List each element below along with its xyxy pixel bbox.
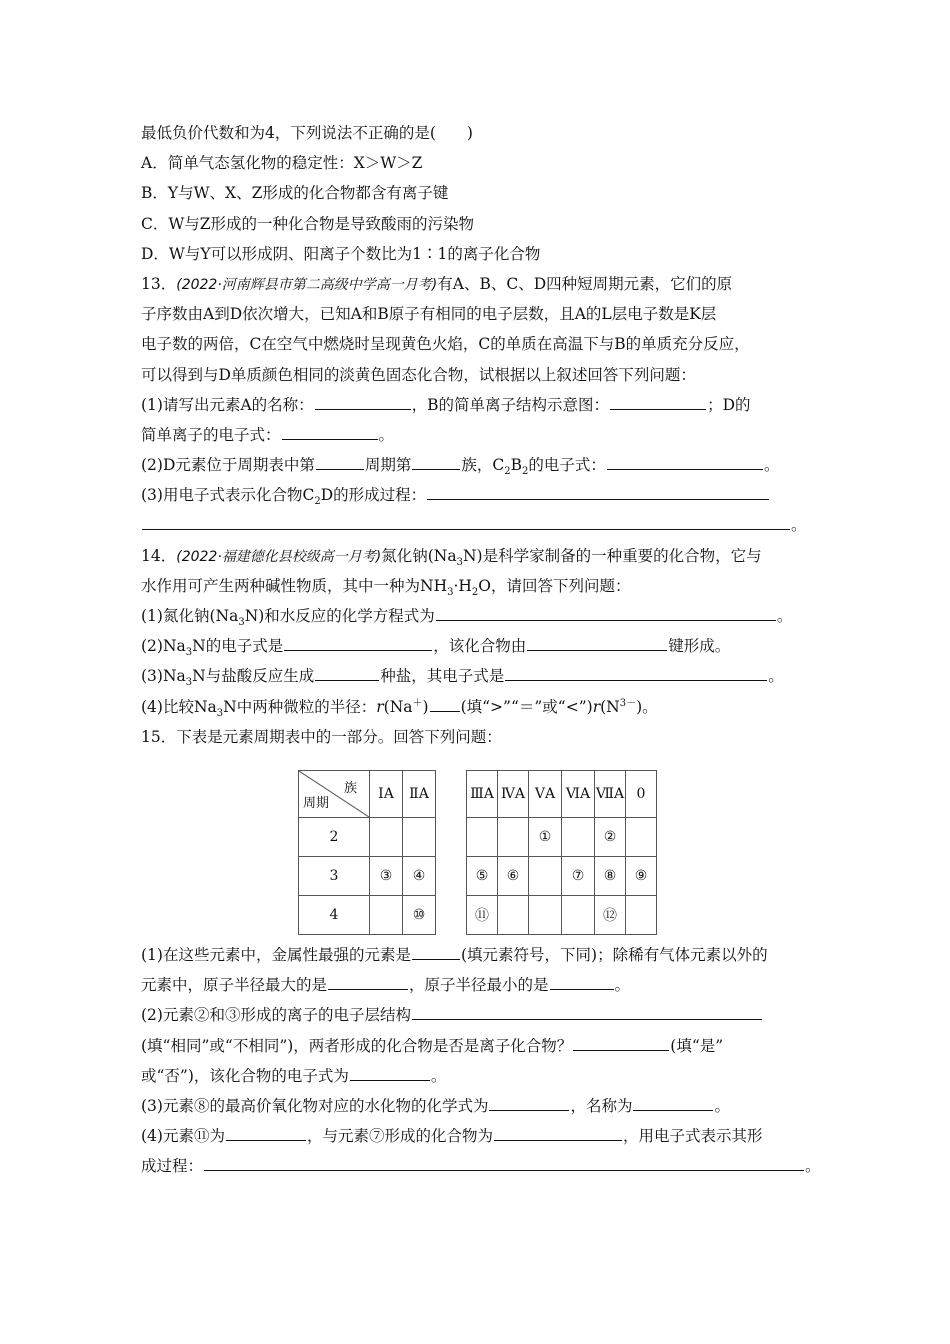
q14-line-1: 14．(2022·福建德化县校级高一月考)氮化钠$(Na_3N)$是科学家制备的一种重要的化合物，它与 xyxy=(141,546,762,568)
element-cell: ② xyxy=(595,818,626,857)
answer-blank[interactable] xyxy=(430,694,460,712)
element-cell: ③ xyxy=(370,857,403,896)
element-cell xyxy=(626,818,657,857)
table-gap xyxy=(436,771,467,818)
answer-blank[interactable] xyxy=(527,633,667,651)
table-corner xyxy=(299,771,370,818)
q15-part-2-cont2: 或“否”)，该化合物的电子式为 。 xyxy=(141,1061,811,1091)
periodic-table xyxy=(298,770,657,935)
element-cell: ⑧ xyxy=(595,857,626,896)
document-page xyxy=(141,118,811,752)
element-cell xyxy=(370,818,403,857)
answer-blank[interactable] xyxy=(412,1002,762,1020)
element-cell: ⑨ xyxy=(626,857,657,896)
option-b: B．Y与W、X、Z形成的化合物都含有离子键 xyxy=(141,184,449,203)
answer-blank[interactable] xyxy=(282,422,378,440)
answer-blank[interactable] xyxy=(573,1033,669,1051)
element-cell: ⑦ xyxy=(562,857,595,896)
option-d: D．W与Y可以形成阴、阳离子个数比为1∶1的离子化合物 xyxy=(141,244,541,263)
option-c: C．W与Z形成的一种化合物是导致酸雨的污染物 xyxy=(141,214,475,233)
element-cell: ⑫ xyxy=(595,896,626,935)
answer-blank[interactable] xyxy=(633,1093,713,1111)
group-header: ⅤA xyxy=(529,771,562,818)
group-header: ⅡA xyxy=(403,771,436,818)
table-header-row xyxy=(299,771,657,818)
element-cell xyxy=(498,818,529,857)
table-row xyxy=(299,896,657,935)
group-header: ⅥA xyxy=(562,771,595,818)
answer-blank[interactable] xyxy=(328,972,408,990)
answer-blank[interactable] xyxy=(142,512,790,530)
element-cell: ⑩ xyxy=(403,896,436,935)
q14-part-2: $(2)Na_3N$的电子式是 ，该化合物由 键形成。 xyxy=(141,631,811,661)
answer-blank[interactable] xyxy=(284,633,432,651)
q13-line-2: 子序数由A到D依次增大，已知A和B原子有相同的电子层数，且A的L层电子数是K层 xyxy=(141,305,717,324)
element-cell xyxy=(562,896,595,935)
q15-part-2: (2)元素②和③形成的离子的电子层结构 xyxy=(141,1000,811,1030)
answer-blank[interactable] xyxy=(226,1123,306,1141)
group-header: ⅢA xyxy=(467,771,498,818)
q13-source: (2022·河南辉县市第二高级中学高一月考) xyxy=(176,276,438,293)
answer-blank[interactable] xyxy=(315,663,379,681)
answer-blank[interactable] xyxy=(436,603,776,621)
answer-blank[interactable] xyxy=(350,1063,430,1081)
period-label: 周期 xyxy=(303,796,330,811)
answer-blank[interactable] xyxy=(316,452,364,470)
table-gap xyxy=(436,818,467,857)
answer-blank[interactable] xyxy=(204,1153,804,1171)
q14-part-4: (4)比较$Na_3N$中两种微粒的半径：r(Na＋) (填“>”“＝”或“$<”)r(N^{3-})$。 xyxy=(141,692,811,722)
element-cell xyxy=(626,896,657,935)
answer-blank[interactable] xyxy=(315,392,411,410)
q13-part-1: (1)请写出元素A的名称： ，B的简单离子结构示意图： ；D的 xyxy=(141,390,811,420)
table-gap xyxy=(436,896,467,935)
element-cell: ⑤ xyxy=(467,857,498,896)
group-header: ⅦA xyxy=(595,771,626,818)
group-header: 0 xyxy=(626,771,657,818)
element-cell xyxy=(529,857,562,896)
q13-line-1: 13．(2022·河南辉县市第二高级中学高一月考)有A、B、C、D四种短周期元素，它们的原 xyxy=(141,274,733,293)
answer-blank[interactable] xyxy=(412,452,460,470)
period-cell: 2 xyxy=(299,818,370,857)
q14-line-2: 水作用可产生两种碱性物质，其中一种为$NH_3\cdot H_2O$，请回答下列问题： xyxy=(141,576,631,598)
element-cell xyxy=(562,818,595,857)
answer-blank[interactable] xyxy=(427,482,769,500)
table-row xyxy=(299,857,657,896)
answer-blank[interactable] xyxy=(494,1123,622,1141)
q15-part-1: (1)在这些元素中，金属性最强的元素是 (填元素符号，下同)；除稀有气体元素以外的 xyxy=(141,940,811,970)
q13-part-1-cont: 简单离子的电子式： 。 xyxy=(141,420,811,450)
q13-part-3-cont: 。 xyxy=(141,510,811,540)
element-cell xyxy=(467,818,498,857)
q15-parts xyxy=(141,940,821,1182)
q15-part-4: (4)元素⑪为 ，与元素⑦形成的化合物为 ，用电子式表示其形 xyxy=(141,1121,811,1151)
element-cell: ④ xyxy=(403,857,436,896)
element-cell xyxy=(498,896,529,935)
answer-blank[interactable] xyxy=(610,392,706,410)
option-a: A．简单气态氢化物的稳定性：X＞W＞Z xyxy=(141,154,423,173)
q14-source: (2022·福建德化县校级高一月考) xyxy=(176,548,382,565)
q13-line-3: 电子数的两倍，C在空气中燃烧时呈现黄色火焰，C的单质在高温下与B的单质充分反应， xyxy=(141,335,750,354)
element-cell xyxy=(403,818,436,857)
q13-part-3: (3)用电子式表示化合物$C_2D$的形成过程： xyxy=(141,480,811,510)
q15-part-2-cont: (填“相同”或“不相同”)，两者形成的化合物是否是离子化合物？ (填“是” xyxy=(141,1031,811,1061)
element-cell: ① xyxy=(529,818,562,857)
answer-blank[interactable] xyxy=(412,942,460,960)
element-cell xyxy=(370,896,403,935)
table-row xyxy=(299,818,657,857)
q15-part-1-cont: 元素中，原子半径最大的是 ，原子半径最小的是 。 xyxy=(141,970,811,1000)
element-cell: ⑪ xyxy=(467,896,498,935)
q14-part-3: $(3)Na_3N$与盐酸反应生成 种盐，其电子式是 。 xyxy=(141,661,811,691)
answer-blank[interactable] xyxy=(505,663,767,681)
answer-blank[interactable] xyxy=(489,1093,569,1111)
period-cell: 4 xyxy=(299,896,370,935)
q15-part-3: (3)元素⑧的最高价氧化物对应的水化物的化学式为 ，名称为 。 xyxy=(141,1091,811,1121)
q14-part-1: (1)氮化钠$(Na_3N)$和水反应的化学方程式为 。 xyxy=(141,601,811,631)
group-header: ⅠA xyxy=(370,771,403,818)
table-gap xyxy=(436,857,467,896)
q13-part-2: (2)D元素位于周期表中第 周期第 族，$C_2B_2$的电子式： 。 xyxy=(141,450,811,480)
answer-blank[interactable] xyxy=(607,452,763,470)
group-header: ⅣA xyxy=(498,771,529,818)
q15-part-4-cont: 成过程： 。 xyxy=(141,1151,811,1181)
answer-blank[interactable] xyxy=(550,972,614,990)
period-cell: 3 xyxy=(299,857,370,896)
q13-line-4: 可以得到与D单质颜色相同的淡黄色固态化合物，试根据以上叙述回答下列问题： xyxy=(141,365,696,384)
element-cell xyxy=(529,896,562,935)
group-label: 族 xyxy=(343,781,357,796)
question-12-stem-tail: 最低负价代数和为4，下列说法不正确的是( ) xyxy=(141,124,473,142)
element-cell: ⑥ xyxy=(498,857,529,896)
q15-intro: 15．下表是元素周期表中的一部分。回答下列问题： xyxy=(141,727,502,746)
